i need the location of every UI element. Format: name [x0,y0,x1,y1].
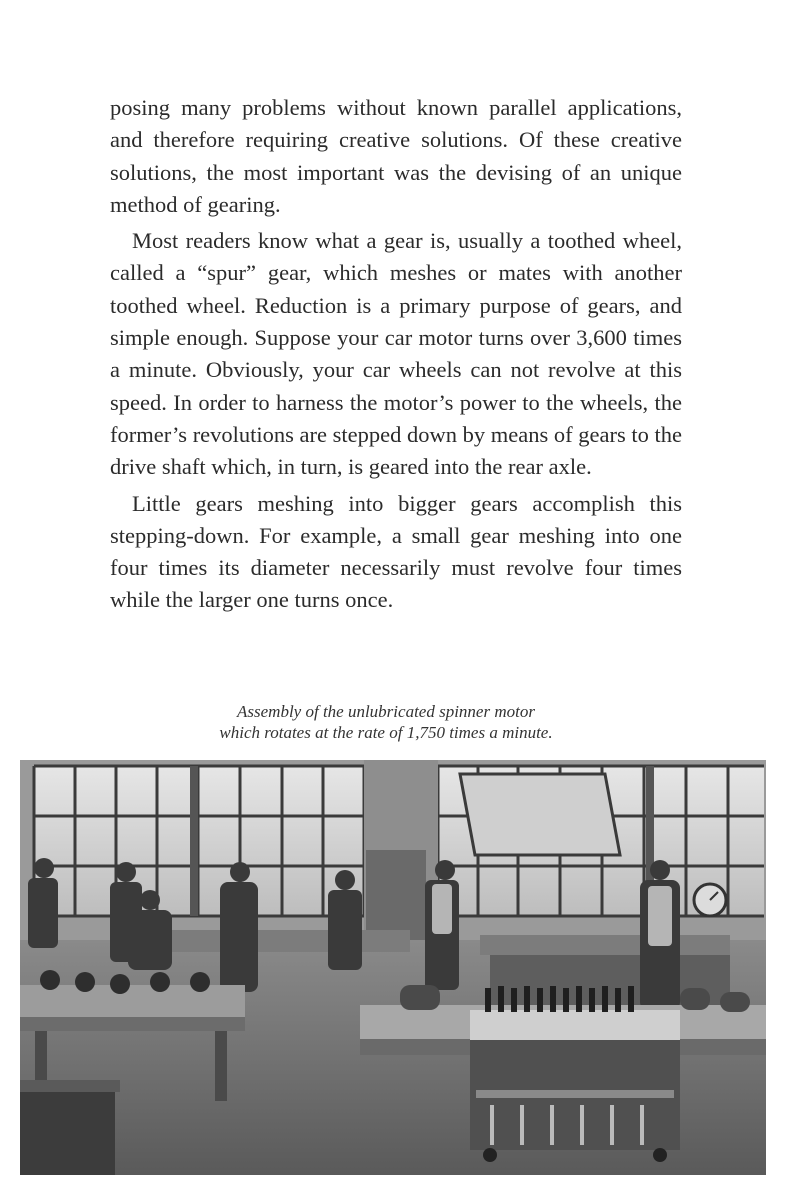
window-left [34,766,364,916]
body-text [110,92,682,617]
paragraph-3: Little gears meshing into bigger gears accomplish this stepping-down. For example, a small gear meshing into one four times its diameter necessarily must revolve four times while the larger one turns once. [110,490,682,613]
factory-photo-illustration [20,760,766,1175]
paragraph-2: Most readers know what a gear is, usually a toothed wheel, called a “spur” gear, which meshes or mates with another toothed wheel. Reduction is a primary purpose of gears, and simple enough. Suppose your car motor turns over 3,600 times a minute. Obviously, your car wheels can not revolve at this speed. In order to harness the motor’s power to the wheels, the former’s revolutions are stepped down by means of gears to the drive shaft which, in turn, is geared into the rear axle. [110,228,682,480]
paragraph-1: posing many problems without known parallel applications, and therefore requiring creative solutions. Of these creative solutions, the most important was the devising of an unique method of gearing. [110,95,682,217]
photo-caption [170,701,602,743]
caption-line-2: which rotates at the rate of 1,750 times a minute. [219,723,553,742]
caption-line-1: Assembly of the unlubricated spinner motor [237,702,535,721]
factory-photo [20,760,766,1175]
